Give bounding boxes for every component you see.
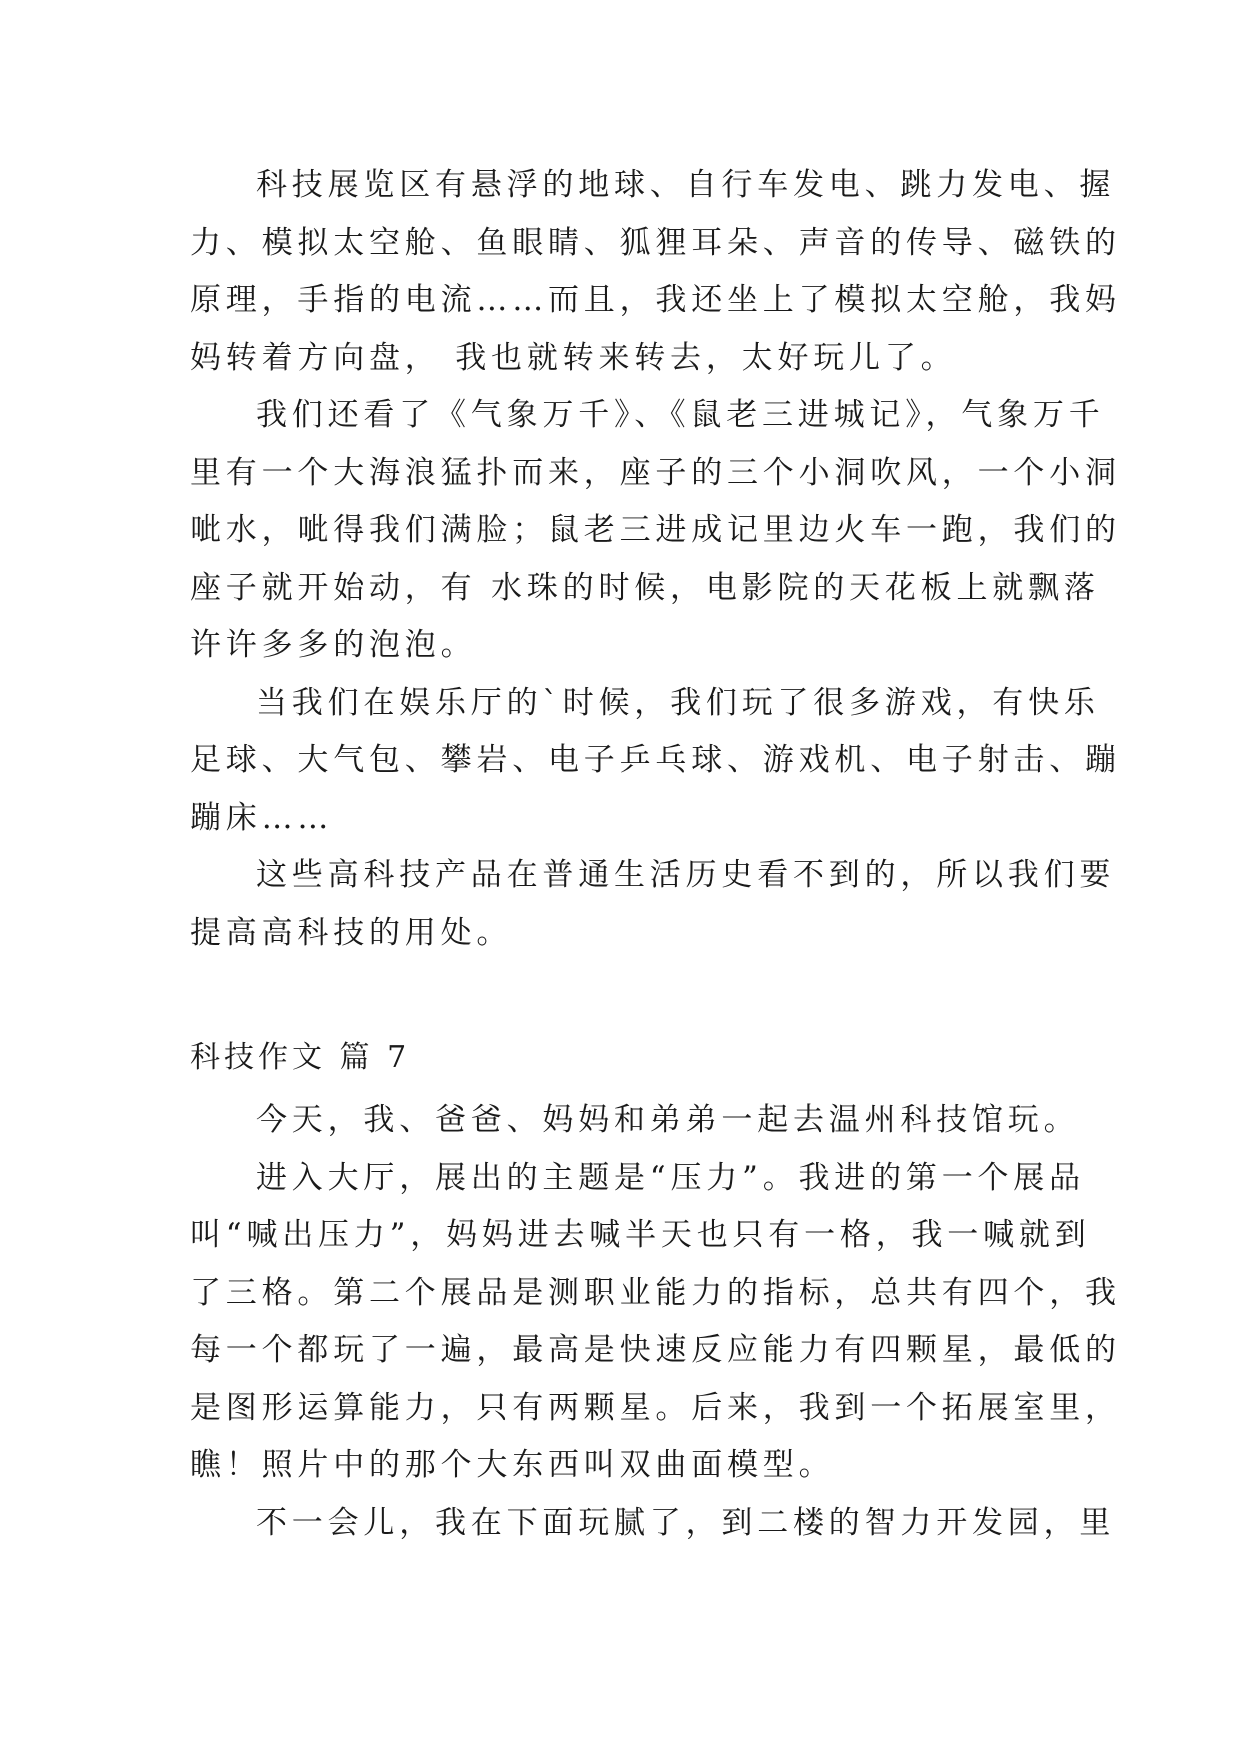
text-line: 不一会儿，我在下面玩腻了，到二楼的智力开发园，里 bbox=[256, 1505, 1116, 1541]
text-line: 足球、大气包、攀岩、电子乒乓球、游戏机、电子射击、蹦 bbox=[190, 742, 1121, 778]
text-line: 呲水，呲得我们满脸；鼠老三进成记里边火车一跑，我们的 bbox=[190, 512, 1121, 548]
text-line: 许许多多的泡泡。 bbox=[190, 627, 477, 663]
text-line: 当我们在娱乐厅的`时候，我们玩了很多游戏，有快乐 bbox=[256, 685, 1100, 721]
text-line: 我们还看了《气象万千》、《鼠老三进城记》，气象万千 bbox=[256, 397, 1105, 433]
section-heading: 科技作文 篇 7 bbox=[190, 1040, 411, 1075]
text-line: 是图形运算能力，只有两颗星。后来，我到一个拓展室里， bbox=[190, 1390, 1121, 1426]
text-line: 座子就开始动，有 水珠的时候，电影院的天花板上就飘落 bbox=[190, 570, 1100, 606]
text-line: 了三格。第二个展品是测职业能力的指标，总共有四个，我 bbox=[190, 1275, 1121, 1311]
text-line: 今天，我、爸爸、妈妈和弟弟一起去温州科技馆玩。 bbox=[256, 1102, 1080, 1138]
text-line: 叫“喊出压力”，妈妈进去喊半天也只有一格，我一喊就到 bbox=[190, 1217, 1091, 1253]
text-line: 妈转着方向盘， 我也就转来转去，太好玩儿了。 bbox=[190, 340, 957, 376]
text-line: 每一个都玩了一遍，最高是快速反应能力有四颗星，最低的 bbox=[190, 1332, 1121, 1368]
text-line: 这些高科技产品在普通生活历史看不到的，所以我们要 bbox=[256, 857, 1116, 893]
text-line: 提高高科技的用处。 bbox=[190, 915, 513, 951]
text-line: 进入大厅，展出的主题是“压力”。我进的第一个展品 bbox=[256, 1160, 1085, 1196]
text-line: 科技展览区有悬浮的地球、自行车发电、跳力发电、握 bbox=[256, 167, 1116, 203]
text-line: 蹦床…… bbox=[190, 800, 334, 836]
text-line: 瞧！照片中的那个大东西叫双曲面模型。 bbox=[190, 1447, 835, 1483]
text-line: 原理，手指的电流……而且，我还坐上了模拟太空舱，我妈 bbox=[190, 282, 1121, 318]
text-line: 里有一个大海浪猛扑而来，座子的三个小洞吹风，一个小洞 bbox=[190, 455, 1121, 491]
text-line: 力、模拟太空舱、鱼眼睛、狐狸耳朵、声音的传导、磁铁的 bbox=[190, 225, 1121, 261]
